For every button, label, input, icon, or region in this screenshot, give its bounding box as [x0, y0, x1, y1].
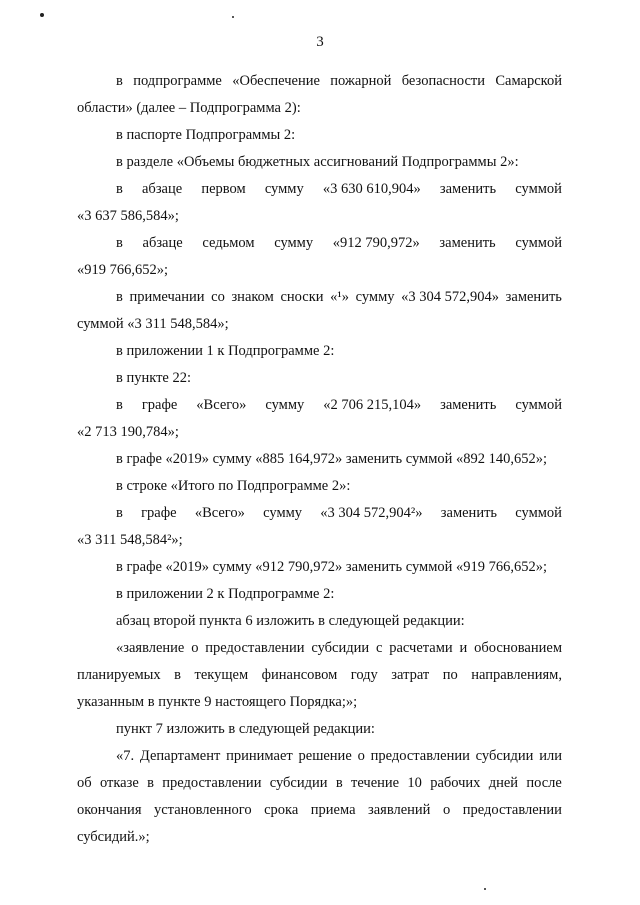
text-line: «3 311 548,584²»; [77, 532, 183, 548]
word: суммой [515, 235, 562, 251]
word: приема [310, 802, 356, 818]
word: предоставлении [162, 775, 262, 791]
word: субсидии [311, 640, 370, 656]
word: рабочих [430, 775, 481, 791]
word: и [459, 640, 468, 656]
word: «3 304 572,904²» [320, 505, 423, 521]
word: абзаце [142, 235, 183, 251]
word: безопасности [401, 73, 485, 89]
word: «912 790,972» [332, 235, 420, 251]
scan-speck [40, 13, 44, 17]
word: о [442, 802, 451, 818]
word: с [375, 640, 383, 656]
word: по [442, 667, 458, 683]
word: сумму [263, 505, 303, 521]
text-line: указанным в пункте 9 настоящего Порядка;»; [77, 694, 358, 710]
word: году [350, 667, 378, 683]
word: сумму [355, 289, 395, 305]
text-line: в строке «Итого по Подпрограмме 2»: [116, 478, 351, 494]
word: расчетами [389, 640, 453, 656]
word: обоснованием [474, 640, 562, 656]
word: «Всего» [196, 397, 247, 413]
text-line: в приложении 2 к Подпрограмме 2: [116, 586, 335, 602]
word: суммой [515, 181, 562, 197]
word: абзаце [142, 181, 183, 197]
text-line: в графе «2019» сумму «912 790,972» заменить суммой «919 766,652»; [116, 559, 548, 575]
word: в [335, 775, 343, 791]
word: «заявление [116, 640, 185, 656]
word: предоставлении [462, 802, 562, 818]
word: о [357, 748, 365, 764]
word: в [116, 289, 123, 305]
word: после [526, 775, 562, 791]
scan-speck [232, 16, 234, 18]
word: пожарной [330, 73, 392, 89]
word: в [116, 181, 123, 197]
word: «¹» [330, 289, 349, 305]
word: или [539, 748, 562, 764]
word: седьмом [202, 235, 255, 251]
text-line: «3 637 586,584»; [77, 208, 179, 224]
word: предоставлении [205, 640, 305, 656]
word: направлениям, [471, 667, 562, 683]
word: со [211, 289, 225, 305]
word: в [174, 667, 182, 683]
word: финансовом [261, 667, 338, 683]
word: субсидии [475, 748, 534, 764]
text-line: области» (далее – Подпрограмма 2): [77, 100, 301, 116]
text-line: в разделе «Объемы бюджетных ассигнований Подпрограммы 2»: [116, 154, 519, 170]
word: 10 [407, 775, 422, 791]
word: заменить [440, 397, 497, 413]
text-line [116, 639, 562, 657]
word: знаком [231, 289, 274, 305]
word: графе [141, 505, 177, 521]
word: «3 304 572,904» [401, 289, 500, 305]
word: заменить [440, 505, 498, 521]
word: течение [350, 775, 400, 791]
word: подпрограмме [133, 73, 222, 89]
word: графе [141, 397, 178, 413]
text-line [116, 504, 562, 522]
word: сумму [274, 235, 314, 251]
word: дней [488, 775, 519, 791]
word: планируемых [77, 667, 161, 683]
word: сноски [280, 289, 324, 305]
text-line: в графе «2019» сумму «885 164,972» заменить суммой «892 140,652»; [116, 451, 548, 467]
word: Самарской [495, 73, 562, 89]
word: предоставлении [370, 748, 470, 764]
text-line: в приложении 1 к Подпрограмме 2: [116, 343, 335, 359]
text-line: в паспорте Подпрограммы 2: [116, 127, 296, 143]
text-line: «919 766,652»; [77, 262, 169, 278]
text-line: пункт 7 изложить в следующей редакции: [116, 721, 375, 737]
text-line [77, 801, 562, 819]
word: сумму [264, 181, 304, 197]
text-line [116, 747, 562, 765]
word: «3 630 610,904» [322, 181, 421, 197]
text-line: абзац второй пункта 6 изложить в следующей редакции: [116, 613, 465, 629]
word: об [77, 775, 92, 791]
text-line [116, 180, 562, 198]
word: суммой [515, 505, 562, 521]
word: примечании [129, 289, 205, 305]
word: в [116, 397, 123, 413]
word: решение [298, 748, 352, 764]
word: «7. [116, 748, 135, 764]
word: суммой [515, 397, 562, 413]
word: о [191, 640, 199, 656]
word: затрат [391, 667, 430, 683]
word: окончания [77, 802, 142, 818]
text-line [116, 234, 562, 252]
word: срока [264, 802, 299, 818]
word: отказе [99, 775, 139, 791]
word: в [116, 505, 123, 521]
text-line [116, 288, 562, 306]
text-line [116, 72, 562, 90]
word: первом [201, 181, 246, 197]
word: установленного [154, 802, 252, 818]
text-line [116, 396, 562, 414]
page-number: 3 [316, 34, 324, 50]
word: «2 706 215,104» [323, 397, 422, 413]
word: «Обеспечение [232, 73, 320, 89]
word: заменить [439, 235, 496, 251]
word: в [116, 235, 123, 251]
text-line: «2 713 190,784»; [77, 424, 179, 440]
text-line: субсидий.»; [77, 829, 150, 845]
word: в [116, 73, 123, 89]
word: Департамент [139, 748, 221, 764]
word: заявлений [368, 802, 431, 818]
word: в [147, 775, 154, 791]
text-line [77, 774, 562, 792]
word: сумму [265, 397, 305, 413]
word: текущем [194, 667, 249, 683]
word: принимает [226, 748, 293, 764]
text-line [77, 666, 562, 684]
text-line: суммой «3 311 548,584»; [77, 316, 229, 332]
word: заменить [439, 181, 497, 197]
word: заменить [505, 289, 562, 305]
word: «Всего» [194, 505, 245, 521]
text-line: в пункте 22: [116, 370, 192, 386]
scan-speck [484, 888, 486, 890]
word: субсидии [269, 775, 328, 791]
